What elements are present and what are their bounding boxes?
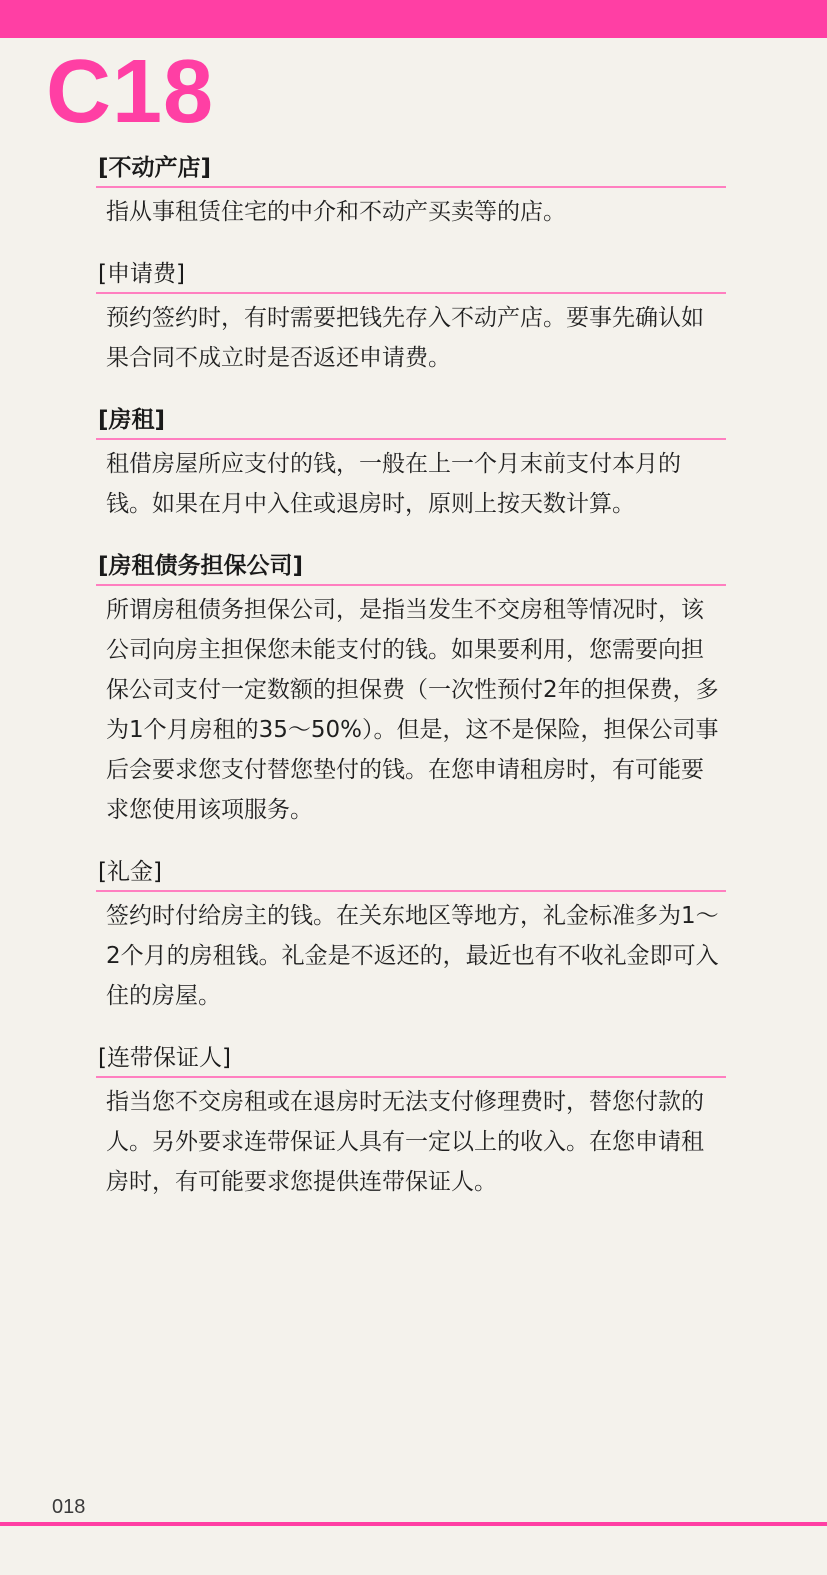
- glossary-entry: [96, 402, 726, 524]
- glossary-term: [不动产店]: [96, 150, 726, 188]
- glossary-term: [房租]: [96, 402, 726, 440]
- glossary-term: [申请费]: [96, 256, 726, 294]
- page-number: 018: [52, 1496, 86, 1518]
- glossary-term: [房租债务担保公司]: [96, 548, 726, 586]
- glossary-definition: 签约时付给房主的钱。在关东地区等地方，礼金标准多为1～2个月的房租钱。礼金是不返还的，最近也有不收礼金即可入住的房屋。: [106, 903, 719, 1009]
- page-code: C18: [46, 42, 215, 142]
- glossary-entry: [96, 548, 726, 830]
- glossary-definition: 指当您不交房租或在退房时无法支付修理费时，替您付款的人。另外要求连带保证人具有一定以上的收入。在您申请租房时，有可能要求您提供连带保证人。: [106, 1089, 704, 1195]
- glossary-entry: [96, 1040, 726, 1202]
- top-accent-bar: [0, 0, 827, 38]
- glossary-term: [礼金]: [96, 854, 726, 892]
- glossary-definition: 指从事租赁住宅的中介和不动产买卖等的店。: [106, 199, 566, 225]
- glossary-entry: [96, 150, 726, 232]
- bottom-accent-line: [0, 1522, 827, 1526]
- glossary-list: [96, 150, 726, 1226]
- glossary-entry: [96, 854, 726, 1016]
- glossary-definition: 所谓房租债务担保公司，是指当发生不交房租等情况时，该公司向房主担保您未能支付的钱。如果要利用，您需要向担保公司支付一定数额的担保费（一次性预付2年的担保费，多为1个月房租的35～50%）。但是，这不是保险，担保公司事后会要求您支付替您垫付的钱。在您申请租房时，有可能要求您使用该项服务。: [106, 597, 719, 823]
- glossary-entry: [96, 256, 726, 378]
- glossary-term: [连带保证人]: [96, 1040, 726, 1078]
- glossary-definition: 租借房屋所应支付的钱，一般在上一个月末前支付本月的钱。如果在月中入住或退房时，原则上按天数计算。: [106, 451, 681, 517]
- glossary-definition: 预约签约时，有时需要把钱先存入不动产店。要事先确认如果合同不成立时是否返还申请费。: [106, 305, 704, 371]
